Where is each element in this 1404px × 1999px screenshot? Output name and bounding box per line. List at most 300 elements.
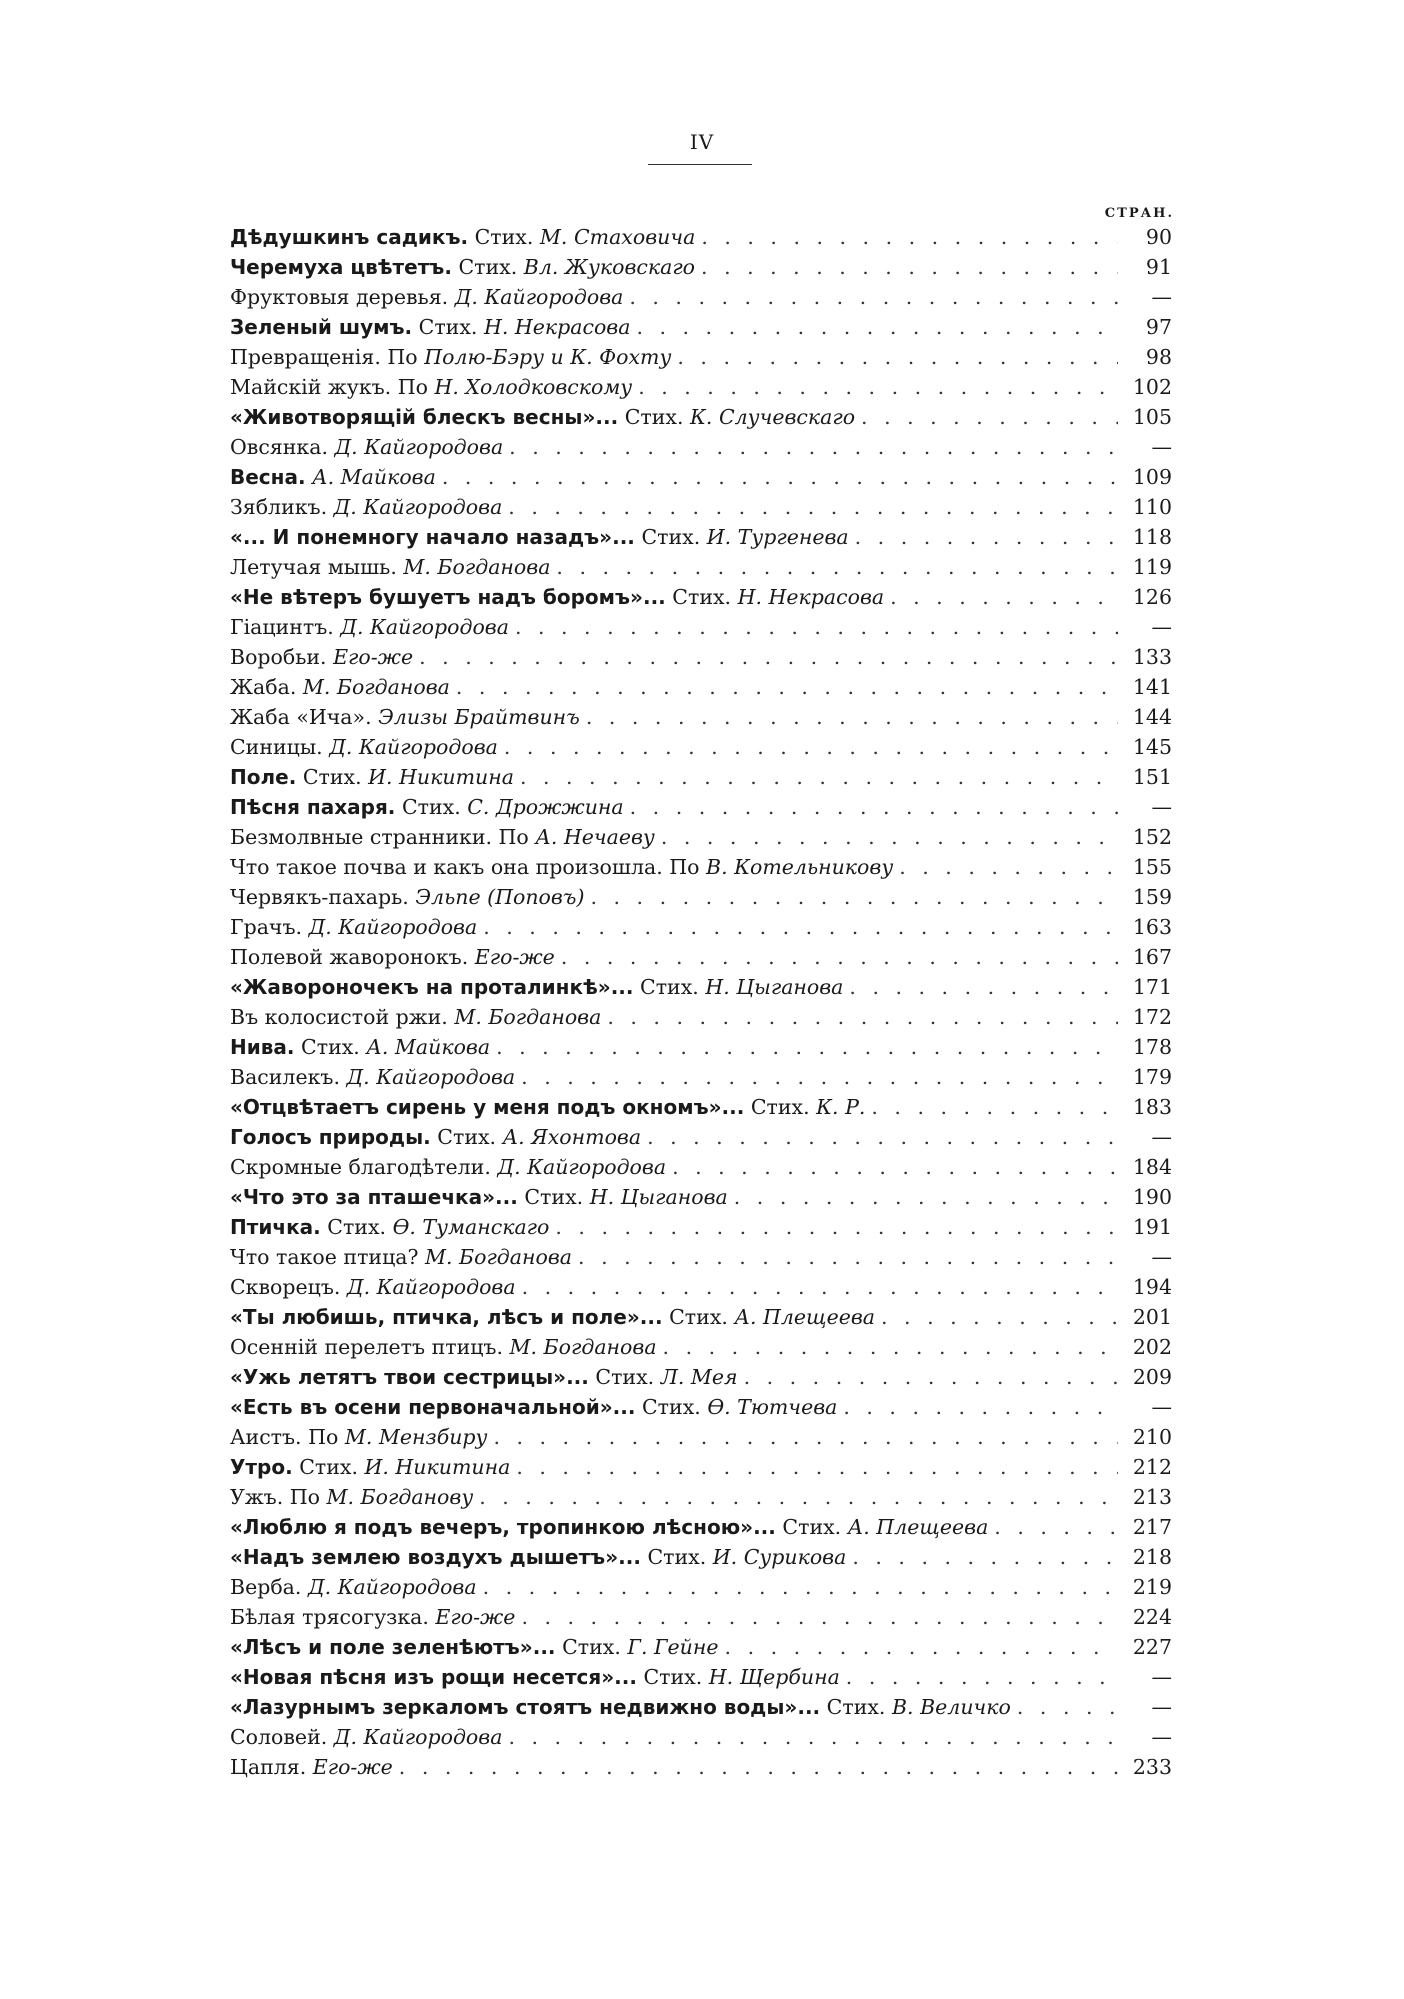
toc-entry-author: Г. Гейне	[627, 1635, 719, 1659]
toc-entry	[230, 702, 1172, 732]
toc-entry-page: 194	[1132, 1275, 1172, 1299]
toc-entry-text	[230, 762, 514, 792]
page-column-header: СТРАН.	[1104, 206, 1174, 221]
toc-entry-title: Зеленый шумъ.	[230, 315, 413, 339]
toc-entry-title: Голосъ природы.	[230, 1125, 431, 1149]
toc-entry	[230, 972, 1172, 1002]
toc-entry-title: Что такое птица?	[230, 1245, 419, 1269]
toc-entry-page: 213	[1132, 1485, 1172, 1509]
toc-entry-author: Д. Кайгородова	[329, 735, 498, 759]
toc-entry-text	[230, 1152, 666, 1182]
toc-entry-author: Д. Кайгородова	[333, 495, 503, 519]
toc-entry-kind: Стих.	[640, 975, 699, 999]
toc-entry	[230, 342, 1172, 372]
toc-entry-author: А. Нечаеву	[535, 825, 655, 849]
dot-leader	[994, 1512, 1118, 1542]
toc-entry	[230, 822, 1172, 852]
toc-entry-text	[230, 552, 550, 582]
toc-entry-title: «Что это за пташечка»...	[230, 1185, 518, 1209]
toc-entry	[230, 582, 1172, 612]
toc-entry-author: И. Сурикова	[712, 1545, 847, 1569]
toc-entry-title: Грачъ.	[230, 915, 303, 939]
dot-leader	[578, 1242, 1118, 1272]
toc-entry-text	[230, 402, 855, 432]
toc-entry-author: В. Величко	[891, 1695, 1011, 1719]
dot-leader	[483, 912, 1118, 942]
toc-entry-kind: Стих.	[750, 1095, 810, 1119]
toc-entry-page: 202	[1132, 1335, 1172, 1359]
toc-entry	[230, 1032, 1172, 1062]
dot-leader	[663, 1332, 1118, 1362]
toc-entry-page: 163	[1132, 915, 1172, 939]
toc-entry-kind: Стих.	[458, 255, 518, 279]
toc-entry	[230, 792, 1172, 822]
toc-entry-title: «Жавороночекъ на проталинкѣ»...	[230, 975, 634, 999]
toc-entry-text	[230, 792, 624, 822]
toc-entry-page: 97	[1145, 315, 1172, 339]
toc-entry-title: Скромные благодѣтели.	[230, 1155, 491, 1179]
toc-entry-author: М. Стаховича	[539, 225, 696, 249]
toc-entry	[230, 942, 1172, 972]
toc-entry-title: Фруктовыя деревья.	[230, 285, 449, 309]
toc-entry	[230, 1422, 1172, 1452]
toc-entry-author: Н. Некрасова	[737, 585, 885, 609]
dot-leader	[516, 1452, 1118, 1482]
toc-entry-page: 184	[1132, 1155, 1172, 1179]
toc-entry-text	[230, 492, 502, 522]
dot-leader	[399, 1752, 1118, 1782]
toc-entry-page: 105	[1132, 405, 1172, 429]
toc-entry-page: 178	[1132, 1035, 1172, 1059]
toc-entry-page: 109	[1132, 465, 1172, 489]
dot-leader	[442, 462, 1118, 492]
toc-entry-page: 191	[1132, 1215, 1172, 1239]
toc-entry-text	[230, 432, 503, 462]
toc-entry-text	[230, 282, 623, 312]
toc-entry-page: 219	[1132, 1575, 1172, 1599]
toc-entry-text	[230, 642, 413, 672]
dot-leader	[852, 1542, 1118, 1572]
dot-leader	[672, 1152, 1118, 1182]
toc-entry-text	[230, 1092, 865, 1122]
toc-entry-author: Полю-Бэру и К. Фохту	[424, 345, 672, 369]
toc-entry-title: Превращенія.	[230, 345, 381, 369]
toc-entry	[230, 882, 1172, 912]
toc-entry	[230, 432, 1172, 462]
toc-entry-text	[230, 1392, 837, 1422]
dot-leader	[521, 1602, 1118, 1632]
toc-entry-title: Летучая мышь.	[230, 555, 397, 579]
toc-entry	[230, 522, 1172, 552]
toc-entry-kind: Стих.	[437, 1125, 497, 1149]
toc-entry-kind: Стих.	[327, 1215, 387, 1239]
dot-leader	[899, 852, 1118, 882]
toc-entry-text	[230, 1032, 490, 1062]
toc-entry-author: Д. Кайгородова	[454, 285, 624, 309]
toc-entry	[230, 612, 1172, 642]
toc-entry-text	[230, 1242, 572, 1272]
dot-leader	[590, 882, 1118, 912]
toc-entry-title: «Люблю я подъ вечеръ, тропинкою лѣсною»...	[230, 1515, 776, 1539]
toc-entry-author: В. Котельникову	[706, 855, 894, 879]
dot-leader	[520, 762, 1118, 792]
toc-entry-title: Гіацинтъ.	[230, 615, 334, 639]
dot-leader	[647, 1122, 1118, 1152]
toc-entry-author: Н. Цыганова	[705, 975, 844, 999]
dot-leader	[419, 642, 1118, 672]
toc-entry-title: «Лѣсъ и поле зеленѣютъ»...	[230, 1635, 556, 1659]
toc-entry-page: 201	[1132, 1305, 1172, 1329]
toc-entry-title: Соловей.	[230, 1725, 328, 1749]
toc-entry-author: Д. Кайгородова	[346, 1275, 516, 1299]
toc-entry-page: —	[1151, 1395, 1172, 1419]
toc-entry-page: 102	[1132, 375, 1172, 399]
toc-entry-kind: Стих.	[826, 1695, 886, 1719]
toc-entry-kind: По	[387, 345, 418, 369]
toc-entry-text	[230, 1002, 601, 1032]
toc-entry	[230, 1722, 1172, 1752]
toc-entry	[230, 1632, 1172, 1662]
toc-entry-page: 179	[1132, 1065, 1172, 1089]
toc-entry-title: Воробьи.	[230, 645, 327, 669]
toc-entry-author: Его-же	[435, 1605, 516, 1629]
toc-entry-title: Жаба «Ича».	[230, 705, 372, 729]
page-number: IV	[689, 130, 715, 154]
toc-entry-author: М. Мензбиру	[344, 1425, 488, 1449]
toc-entry-page: 151	[1132, 765, 1172, 789]
toc-entry	[230, 1332, 1172, 1362]
toc-entry	[230, 762, 1172, 792]
toc-entry-title: Что такое почва и какъ она произошла.	[230, 855, 663, 879]
toc-entry-text	[230, 372, 632, 402]
dot-leader	[846, 1662, 1118, 1692]
toc-entry-text	[230, 1752, 393, 1782]
toc-entry-page: —	[1151, 285, 1172, 309]
dot-leader	[479, 1482, 1118, 1512]
toc-entry-title: «Не вѣтеръ бушуетъ надъ боромъ»...	[230, 585, 666, 609]
toc-entry-text	[230, 1692, 1011, 1722]
toc-entry-text	[230, 1362, 738, 1392]
toc-entry-author: А. Майкова	[366, 1035, 491, 1059]
toc-entry-text	[230, 882, 584, 912]
toc-entry	[230, 1062, 1172, 1092]
toc-entry-text	[230, 732, 498, 762]
toc-entry-text	[230, 1542, 846, 1572]
toc-entry-title: Полевой жаворонокъ.	[230, 945, 469, 969]
toc-entry	[230, 402, 1172, 432]
toc-entry-text	[230, 1182, 728, 1212]
toc-entry-author: Д. Кайгородова	[308, 915, 478, 939]
toc-entry-kind: Стих.	[418, 315, 478, 339]
toc-entry-page: 119	[1132, 555, 1172, 579]
toc-entry-title: «Новая пѣсня изъ рощи несется»...	[230, 1665, 637, 1689]
toc-entry-author: Элизы Брайтвинъ	[378, 705, 580, 729]
toc-entry-page: 183	[1132, 1095, 1172, 1119]
toc-entry-title: Аистъ.	[230, 1425, 302, 1449]
toc-entry-text	[230, 1422, 487, 1452]
toc-entry-title: Скворецъ.	[230, 1275, 341, 1299]
toc-entry-author: М. Богданова	[454, 1005, 602, 1029]
toc-entry-kind: Стих.	[647, 1545, 707, 1569]
toc-entry-text	[230, 1272, 516, 1302]
toc-entry-page: 152	[1132, 825, 1172, 849]
toc-entry-text	[230, 1722, 502, 1752]
toc-entry-kind: По	[308, 1425, 339, 1449]
toc-entry	[230, 1182, 1172, 1212]
dot-leader	[630, 792, 1118, 822]
toc-entry-text	[230, 1122, 641, 1152]
toc-entry-kind: Стих.	[624, 405, 684, 429]
toc-entry-author: М. Богданову	[326, 1485, 474, 1509]
toc-entry	[230, 372, 1172, 402]
toc-entry-kind: Стих.	[524, 1185, 584, 1209]
dot-leader	[849, 972, 1118, 1002]
toc-entry-page: 233	[1132, 1755, 1172, 1779]
toc-entry-page: 118	[1132, 525, 1172, 549]
toc-entry-page: 126	[1132, 585, 1172, 609]
toc-entry-author: Вл. Жуковскаго	[523, 255, 696, 279]
toc-entry-title: Василекъ.	[230, 1065, 340, 1089]
toc-entry-title: Ужъ.	[230, 1485, 284, 1509]
toc-entry-text	[230, 1572, 477, 1602]
toc-entry-title: Осенній перелетъ птицъ.	[230, 1335, 503, 1359]
toc-entry-page: 217	[1132, 1515, 1172, 1539]
toc-entry-title: Птичка.	[230, 1215, 321, 1239]
toc-entry	[230, 912, 1172, 942]
toc-entry-author: М. Богданова	[403, 555, 551, 579]
toc-entry-text	[230, 342, 671, 372]
toc-entry-text	[230, 1602, 515, 1632]
toc-entry-text	[230, 582, 884, 612]
dot-leader	[483, 1572, 1118, 1602]
toc-entry-title: «Лазурнымъ зеркаломъ стоятъ недвижно воды»...	[230, 1695, 821, 1719]
toc-entry-title: Зябликъ.	[230, 495, 328, 519]
toc-entry	[230, 462, 1172, 492]
toc-entry-kind: Стих.	[672, 585, 732, 609]
toc-entry-kind: Стих.	[299, 1455, 358, 1479]
toc-entry	[230, 552, 1172, 582]
toc-entry-kind: Стих.	[301, 1035, 360, 1059]
dot-leader	[522, 1272, 1118, 1302]
dot-leader	[496, 1032, 1118, 1062]
toc-entry-text	[230, 1632, 719, 1662]
toc-entry-page: 224	[1132, 1605, 1172, 1629]
dot-leader	[586, 702, 1118, 732]
dot-leader	[855, 522, 1118, 552]
toc-entry-text	[230, 1062, 515, 1092]
toc-entry-text	[230, 912, 477, 942]
toc-entry-text	[230, 1302, 875, 1332]
dot-leader	[701, 222, 1118, 252]
toc-entry	[230, 282, 1172, 312]
toc-entry-title: Синицы.	[230, 735, 323, 759]
toc-entry-text	[230, 852, 893, 882]
toc-entry-author: Его-же	[333, 645, 414, 669]
dot-leader	[515, 612, 1118, 642]
toc-entry-page: 155	[1132, 855, 1172, 879]
toc-entry-title: «... И понемногу начало назадъ»...	[230, 525, 635, 549]
dot-leader	[734, 1182, 1118, 1212]
toc-entry-kind: Стих.	[642, 1395, 701, 1419]
dot-leader	[508, 1722, 1118, 1752]
toc-entry	[230, 1002, 1172, 1032]
toc-entry-text	[230, 462, 436, 492]
table-of-contents	[230, 222, 1172, 1782]
toc-entry-kind: По	[498, 825, 529, 849]
toc-entry-title: Овсянка.	[230, 435, 328, 459]
toc-entry-author: А. Плещеева	[734, 1305, 875, 1329]
dot-leader	[871, 1092, 1118, 1122]
toc-entry	[230, 1662, 1172, 1692]
toc-entry	[230, 1122, 1172, 1152]
toc-entry	[230, 1362, 1172, 1392]
toc-entry-page: —	[1151, 435, 1172, 459]
toc-entry-author: Эльпе (Поповъ)	[415, 885, 585, 909]
toc-entry-author: С. Дрожжина	[467, 795, 624, 819]
toc-entry-title: Червякъ-пахарь.	[230, 885, 409, 909]
dot-leader	[744, 1362, 1118, 1392]
toc-entry-author: А. Плещеева	[847, 1515, 989, 1539]
toc-entry-title: Майскій жукъ.	[230, 375, 392, 399]
toc-entry-author: Д. Кайгородова	[334, 435, 504, 459]
toc-entry-author: Ѳ. Тютчева	[707, 1395, 838, 1419]
toc-entry-author: М. Богданова	[509, 1335, 657, 1359]
toc-entry-page: 133	[1132, 645, 1172, 669]
toc-entry-author: Н. Холодковскому	[434, 375, 633, 399]
toc-entry-page: —	[1151, 1125, 1172, 1149]
toc-entry	[230, 312, 1172, 342]
toc-entry	[230, 222, 1172, 252]
dot-leader	[509, 432, 1118, 462]
toc-entry-page: 98	[1145, 345, 1172, 369]
toc-entry-page: —	[1151, 1245, 1172, 1269]
toc-entry-title: Пѣсня пахаря.	[230, 795, 396, 819]
toc-entry-kind: По	[397, 375, 428, 399]
toc-entry-kind: Стих.	[562, 1635, 621, 1659]
toc-entry-page: 190	[1132, 1185, 1172, 1209]
toc-entry-page: 172	[1132, 1005, 1172, 1029]
toc-entry-page: 110	[1132, 495, 1172, 519]
toc-entry-kind: Стих.	[641, 525, 701, 549]
toc-entry-author: А. Майкова	[312, 465, 436, 489]
dot-leader	[629, 282, 1118, 312]
toc-entry-page: 91	[1145, 255, 1172, 279]
toc-entry-title: «Надъ землею воздухъ дышетъ»...	[230, 1545, 641, 1569]
toc-entry-title: Весна.	[230, 465, 306, 489]
toc-entry-text	[230, 1212, 549, 1242]
toc-entry-title: «Есть въ осени первоначальной»...	[230, 1395, 636, 1419]
toc-entry-author: Д. Кайгородова	[497, 1155, 667, 1179]
toc-entry-title: Нива.	[230, 1035, 295, 1059]
toc-entry-text	[230, 702, 580, 732]
toc-entry-page: —	[1151, 795, 1172, 819]
toc-entry-text	[230, 1482, 473, 1512]
toc-entry-author: К. Р.	[816, 1095, 866, 1119]
toc-entry-text	[230, 1452, 510, 1482]
toc-entry-kind: Стих.	[595, 1365, 655, 1389]
toc-entry-text	[230, 822, 655, 852]
toc-entry-text	[230, 942, 555, 972]
toc-entry-author: И. Никитина	[368, 765, 514, 789]
toc-entry-kind: Стих.	[302, 765, 362, 789]
toc-entry	[230, 1092, 1172, 1122]
dot-leader	[677, 342, 1118, 372]
toc-entry-page: 145	[1132, 735, 1172, 759]
toc-entry-text	[230, 1512, 988, 1542]
toc-entry-page: —	[1151, 615, 1172, 639]
toc-entry	[230, 1482, 1172, 1512]
toc-entry-author: Ѳ. Туманскаго	[392, 1215, 550, 1239]
toc-entry-text	[230, 972, 843, 1002]
toc-entry-author: И. Никитина	[364, 1455, 511, 1479]
toc-entry-author: Д. Кайгородова	[340, 615, 509, 639]
dot-leader	[508, 492, 1118, 522]
toc-entry-page: —	[1151, 1665, 1172, 1689]
dot-leader	[725, 1632, 1118, 1662]
toc-entry-title: Верба.	[230, 1575, 302, 1599]
toc-entry-kind: Стих.	[643, 1665, 703, 1689]
toc-entry-kind: По	[289, 1485, 320, 1509]
dot-leader	[638, 372, 1118, 402]
toc-entry-page: 218	[1132, 1545, 1172, 1569]
toc-entry-title: Цапля.	[230, 1755, 307, 1779]
toc-entry	[230, 1392, 1172, 1422]
toc-entry-page: 227	[1132, 1635, 1172, 1659]
toc-entry	[230, 672, 1172, 702]
toc-entry-text	[230, 1662, 840, 1692]
toc-entry-author: Н. Некрасова	[483, 315, 631, 339]
toc-entry	[230, 1752, 1172, 1782]
toc-entry-title: «Отцвѣтаетъ сирень у меня подъ окномъ»...	[230, 1095, 745, 1119]
dot-leader	[561, 942, 1118, 972]
toc-entry-title: Жаба.	[230, 675, 297, 699]
toc-entry	[230, 1512, 1172, 1542]
toc-entry	[230, 492, 1172, 522]
toc-entry-page: —	[1151, 1725, 1172, 1749]
toc-entry-page: —	[1151, 1695, 1172, 1719]
toc-entry	[230, 1572, 1172, 1602]
toc-entry-author: И. Тургенева	[706, 525, 849, 549]
toc-entry	[230, 1542, 1172, 1572]
toc-entry-author: М. Богданова	[302, 675, 450, 699]
dot-leader	[843, 1392, 1118, 1422]
dot-leader	[1017, 1692, 1118, 1722]
toc-entry-page: 210	[1132, 1425, 1172, 1449]
dot-leader	[636, 312, 1118, 342]
header-rule	[648, 164, 752, 165]
dot-leader	[861, 402, 1118, 432]
dot-leader	[493, 1422, 1118, 1452]
toc-entry-author: Д. Кайгородова	[346, 1065, 516, 1089]
toc-entry-page: 212	[1132, 1455, 1172, 1479]
toc-entry-author: А. Яхонтова	[502, 1125, 642, 1149]
toc-entry	[230, 1242, 1172, 1272]
toc-entry-page: 209	[1132, 1365, 1172, 1389]
dot-leader	[661, 822, 1118, 852]
toc-entry	[230, 1152, 1172, 1182]
toc-entry-title: «Животворящій блескъ весны»...	[230, 405, 619, 429]
toc-entry-title: Дѣдушкинъ садикъ.	[230, 225, 469, 249]
toc-entry-title: Въ колосистой ржи.	[230, 1005, 448, 1029]
toc-entry-title: Поле.	[230, 765, 297, 789]
toc-entry-kind: По	[669, 855, 700, 879]
toc-entry	[230, 1212, 1172, 1242]
toc-entry-author: Д. Кайгородова	[307, 1575, 477, 1599]
toc-entry-text	[230, 1332, 657, 1362]
toc-entry	[230, 1452, 1172, 1482]
toc-entry-kind: Стих.	[401, 795, 461, 819]
toc-entry-author: Д. Кайгородова	[333, 1725, 503, 1749]
